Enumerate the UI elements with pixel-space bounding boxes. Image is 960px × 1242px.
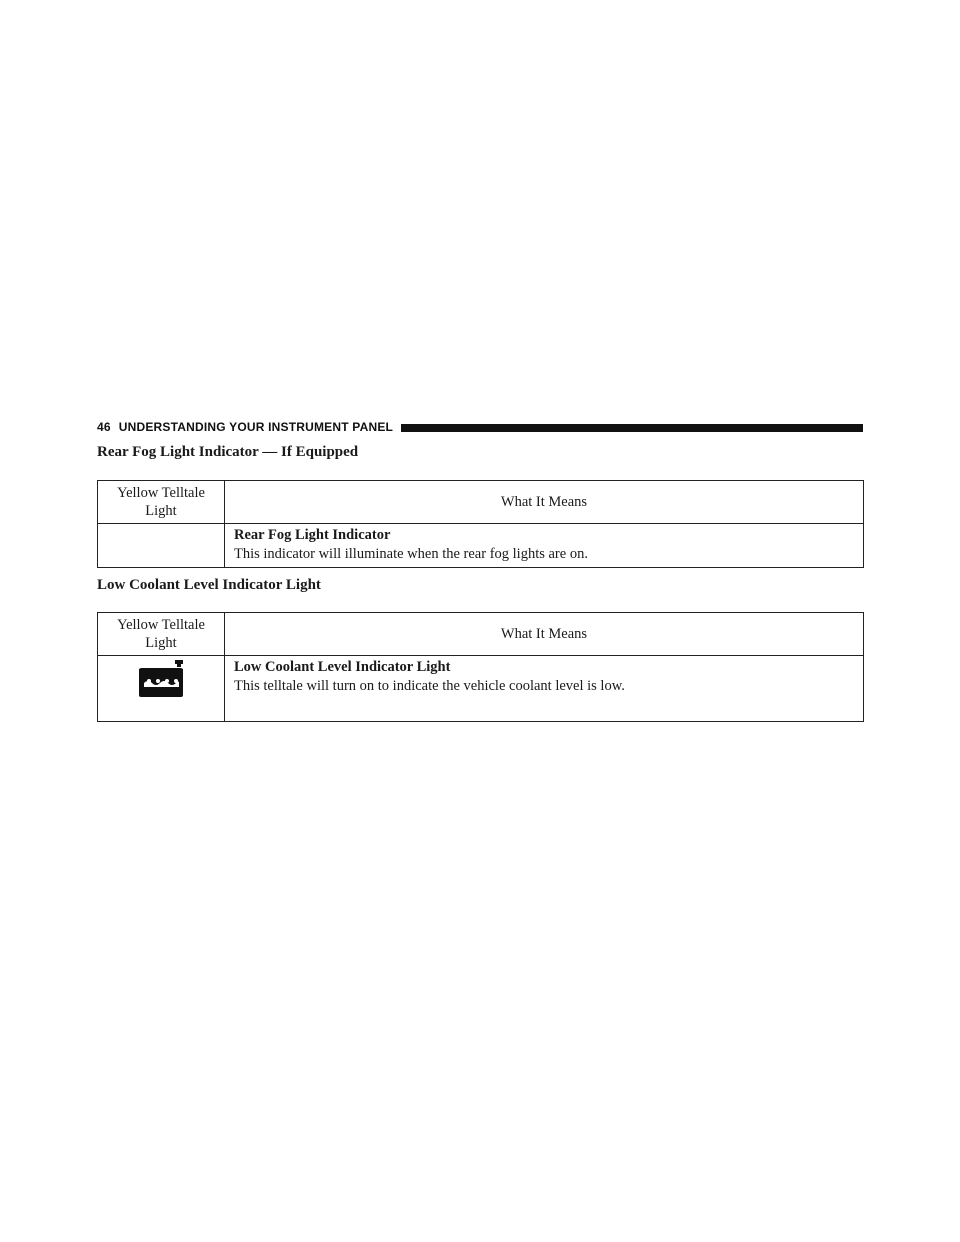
telltale-column-header [98,481,225,524]
header-rule [401,424,863,432]
telltale-header-line1: Yellow Telltale [117,485,205,501]
rear-fog-telltale-table [97,480,864,568]
table-row [98,524,864,568]
meaning-cell [225,524,864,568]
telltale-header-line2: Light [145,503,177,519]
indicator-title: Low Coolant Level Indicator Light [234,659,451,675]
telltale-icon-cell [98,524,225,568]
indicator-title: Rear Fog Light Indicator [234,527,391,543]
table-header-row [98,481,864,524]
section-heading-rear-fog: Rear Fog Light Indicator — If Equipped [97,444,359,460]
meaning-cell [225,656,864,722]
section-heading-low-coolant: Low Coolant Level Indicator Light [97,577,321,593]
table-header-row [98,613,864,656]
telltale-header-line2: Light [145,635,177,651]
indicator-description: This telltale will turn on to indicate the vehicle coolant level is low. [234,678,625,694]
page-number: 46 [97,420,111,434]
telltale-icon-cell [98,656,225,722]
chapter-title: UNDERSTANDING YOUR INSTRUMENT PANEL [118,420,394,434]
indicator-description: This indicator will illuminate when the rear fog lights are on. [234,546,588,562]
low-coolant-telltale-table [97,612,864,722]
meaning-column-header: What It Means [225,481,864,524]
table-row [98,656,864,722]
telltale-column-header [98,613,225,656]
meaning-column-header: What It Means [225,613,864,656]
telltale-header-line1: Yellow Telltale [117,617,205,633]
coolant-level-icon [133,657,189,703]
page-header [97,419,863,435]
